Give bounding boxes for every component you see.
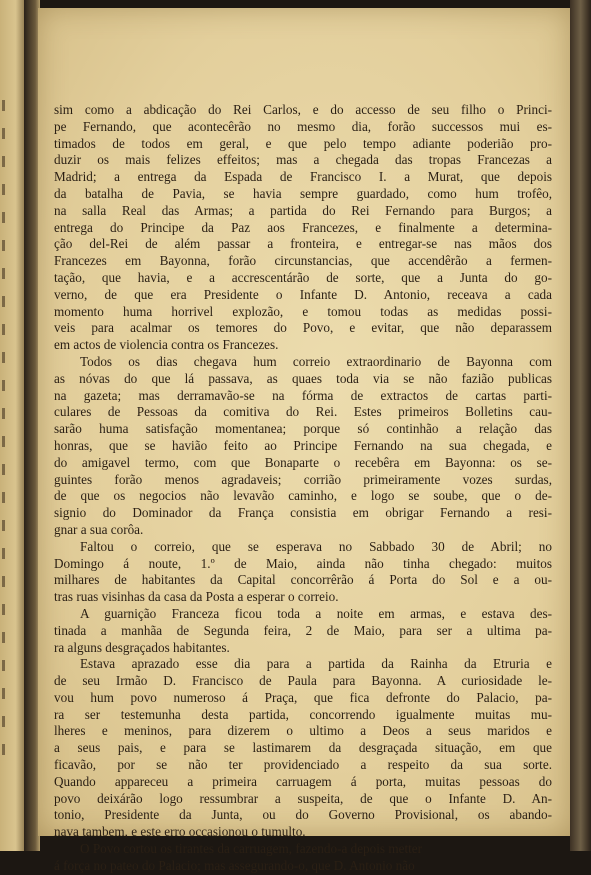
text-line: do amigavel termo, com que Bonaparte o recebêra em Bayonna: os se- — [54, 454, 552, 470]
text-line: O Povo cortou os tirantes da carruagem, fazendo-a depois metter — [80, 841, 423, 857]
text-line: de que os negocios não levavão caminho, e logo se soube, que o de- — [54, 488, 552, 504]
paragraph-p2 — [54, 354, 552, 539]
paragraph-p1 — [54, 102, 552, 354]
text-line: as nóvas do que lá passava, as quaes toda via se não fazião publicas — [54, 370, 552, 386]
text-line: timados de todos em geral, e que pelo tempo adiante poderião pro- — [54, 135, 552, 151]
text-line: nava tambem, e este erro occasionou o tumulto. — [54, 824, 306, 840]
paragraph-p4 — [54, 606, 552, 656]
text-line: tinada a manhãa de Segunda feira, 2 de Maio, para ser a ultima pa- — [54, 622, 552, 638]
text-line: na salla Real das Armas; a partida do Rei Fernando para Burgos; a — [54, 202, 552, 218]
text-line: ra ser testemunha desta partida, concorrendo igualmente muitas mu- — [54, 706, 552, 722]
text-line: culares de Pessoas da comitiva do Rei. Estes primeiros Bolletins cau- — [54, 404, 552, 420]
text-line: Francezes em Bayonna, forão circunstancias, que accendêrão a fermen- — [54, 253, 552, 269]
text-line: verno, de que era Presidente o Infante D. Antonio, receava a cada — [54, 286, 552, 302]
text-line: ra alguns desgraçados habitantes. — [54, 639, 230, 655]
text-line: lheres e meninos, para dizerem o ultimo a Deos a seus maridos e — [54, 723, 552, 739]
paragraph-p3 — [54, 539, 552, 606]
paragraph-p6 — [54, 841, 552, 875]
text-line: signio do Dominador da França consistia em obrigar Fernando a resi- — [54, 505, 552, 521]
text-line: Faltou o correio, que se esperava no Sabbado 30 de Abril; no — [80, 538, 552, 554]
text-line: Domingo á noute, 1.º de Maio, ainda não tinha chegado: muitos — [54, 555, 552, 571]
facing-page-edge — [0, 0, 26, 851]
paragraph-p5 — [54, 656, 552, 841]
text-line: tonio, Presidente da Junta, ou do Governo Provisional, os abando- — [54, 807, 552, 823]
text-line: tras ruas visinhas da casa da Posta a esperar o correio. — [54, 589, 339, 605]
text-line: em actos de violencia contra os Francezes. — [54, 337, 279, 353]
text-line: a seus pais, e para se lastimarem da desgraçada situação, em que — [54, 740, 552, 756]
text-line: duzir os mais felizes effeitos; mas a chegada das tropas Francezas a — [54, 152, 552, 168]
text-line: guintes forão menos agradaveis; corrião primeiramente vozes surdas, — [54, 471, 552, 487]
text-line: A guarnição Franceza ficou toda a noite em armas, e estava des- — [80, 605, 552, 621]
text-line: na gazeta; mas derramavão-se na fórma de extractos de cartas parti- — [54, 387, 552, 403]
text-line: ficavão, por se não ter providenciado a respeito da sua sorte. — [54, 757, 552, 773]
text-line: entrega do Principe da Paz aos Francezes, e finalmente a determina- — [54, 219, 552, 235]
text-line: de seu Irmão D. Francisco de Paula para Bayonna. A curiosidade le- — [54, 673, 552, 689]
text-line: Estava aprazado esse dia para a partida da Rainha da Etruria e — [80, 656, 552, 672]
text-line: Madrid; a entrega da Espada de Francisco I. a Murat, que depois — [54, 169, 552, 185]
text-line: da batalha de Pavia, se havia sempre guardado, como hum trofêo, — [54, 185, 552, 201]
text-line: Quando appareceu a primeira carruagem á porta, muitas pessoas do — [54, 773, 552, 789]
text-line: honras, que se havião feito ao Principe Fernando na sua chegada, e — [54, 437, 552, 453]
text-line: milhares de habitantes da Capital concorrêrão á Porta do Sol e a ou- — [54, 572, 552, 588]
book-page — [38, 8, 570, 873]
facing-page-text-fragments — [2, 100, 5, 772]
text-line: gnar a sua corôa. — [54, 521, 144, 537]
background-edge — [570, 0, 591, 851]
text-line: tação, que havia, e a accrescentárão de sorte, que a Junta do go- — [54, 269, 552, 285]
text-line: sarão huma satisfação momentanea; porque só continhão a relação das — [54, 421, 552, 437]
text-line: sim como a abdicação do Rei Carlos, e do accesso de seu filho o Princi- — [54, 102, 552, 117]
page-body-text — [54, 102, 552, 875]
text-line: momento huma horrivel explozão, e tomou todas as medidas possi- — [54, 303, 552, 319]
text-line: vou hum povo numeroso á Praça, que fica defronte do Palacio, pa- — [54, 689, 552, 705]
text-line: povo deixárão logo ressumbrar a suspeita, de que o Infante D. An- — [54, 790, 552, 806]
text-line: á força no pateo do Palacio; mas assegurando-o, que D. Antonio não — [54, 857, 415, 873]
text-line: pe Fernando, que acontecêrão no mesmo dia, forão successos mui es- — [54, 118, 552, 134]
text-line: veis para acalmar os temores do Povo, e evitar, que não deparassem — [54, 320, 552, 336]
text-line: Todos os dias chegava hum correio extraordinario de Bayonna com — [80, 353, 552, 369]
text-line: ção del-Rei de além passar a fronteira, e entregar-se nas mãos dos — [54, 236, 552, 252]
